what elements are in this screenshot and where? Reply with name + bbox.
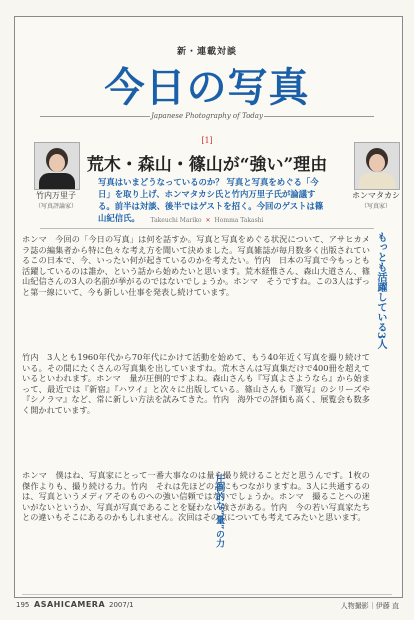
byline [0,217,414,224]
cross-icon: ✕ [205,217,211,224]
article-headline: 荒木・森山・篠山が“強い”理由 [86,155,328,175]
portrait-body [359,173,395,190]
title-subtitle: Japanese Photography of Today [151,112,263,120]
byline-right: Homma Takashi [214,217,264,224]
series-label: 新・連載対談 [176,47,237,57]
participant-left [26,190,86,210]
participant-name: 竹内万里子 [36,191,76,200]
footer-rule [22,594,392,595]
byline-left: Takeuchi Mariko [150,217,202,224]
article-lead: 写真はいまどうなっているのか？ 写真と写真をめぐる「今日」を取り上げ、ホンマタカシ氏と竹内万里子氏が論議する。前半は対談、後半ではゲストを招く。今回のゲストは篠山紀信氏。 [98,177,324,223]
episode-number: [1] [201,136,213,145]
photo-credit: 人物撮影｜伊藤 直 [340,602,399,610]
page-footer [14,599,401,613]
body-column: ホンマ 今回の「今日の写真」は何を話すか。写真と写真をめぐる状況について、アサヒカメラ誌の編集者から特に色々な考え方を聞いて決めました。写真雑誌が毎月数多く出版されているこの日本で、今、いったい何が起きているのかを考えたい。竹内 日本の写真で今もっとも活躍しているのは誰か、という話から始めたいと思います。荒木経惟さん、森山大道さん、篠山紀信さんの3人の名前が挙がるのではないでしょうか。ホンマ そうですね。この3人はずっと第一線にいて、今も新しい仕事を発表し続けています。 [22,234,370,297]
magazine-name: ASAHICAMERA [34,600,106,609]
participant-role: （写真家） [360,203,391,210]
body-column: ホンマ 僕はね、写真家にとって一番大事なのは量を撮り続けることだと思うんです。1枚の傑作よりも、撮り続ける力。竹内 それは先ほどの話にもつながりますね。3人に共通するのは、写真というメディアそのものへの強い信頼ではないでしょうか。ホンマ 撮ることへの迷いがないというか、写真が写真であることを疑わない強さがある。竹内 今の若い写真家たちとの違いもそこにあるのかもしれません。次回はその点についても考えてみたいと思います。 [22,470,370,522]
body-column: 竹内 3人とも1960年代から70年代にかけて活動を始めて、もう40年近く写真を撮り続けている。その間にたくさんの写真集を出していますね。荒木さんは写真集だけで400冊を超えているといわれます。ホンマ 量が圧倒的ですよね。森山さんも『写真よさようなら』から始まって、最近では『新宿』『ハワイ』と次々に出版している。篠山さんも『激写』のシリーズや『シノラマ』など、常に新しい方法を試みてきた。竹内 海外での評価も高く、展覧会も数多く開かれています。 [22,352,370,415]
issue-date: 2007/1 [109,601,134,609]
section-heading-main: もっとも活躍している3人 [375,232,386,349]
page-number: 195 [16,601,30,609]
participant-role: （写真評論家） [34,203,77,210]
portrait-body [39,173,75,190]
section-divider [40,228,374,229]
page-title: 今日の写真 [104,65,310,111]
section-heading-sub: 圧倒的な“量”の力 [214,474,224,548]
participant-right [346,190,406,210]
article-body [22,234,370,586]
participant-name: ホンマタカシ [352,191,400,200]
